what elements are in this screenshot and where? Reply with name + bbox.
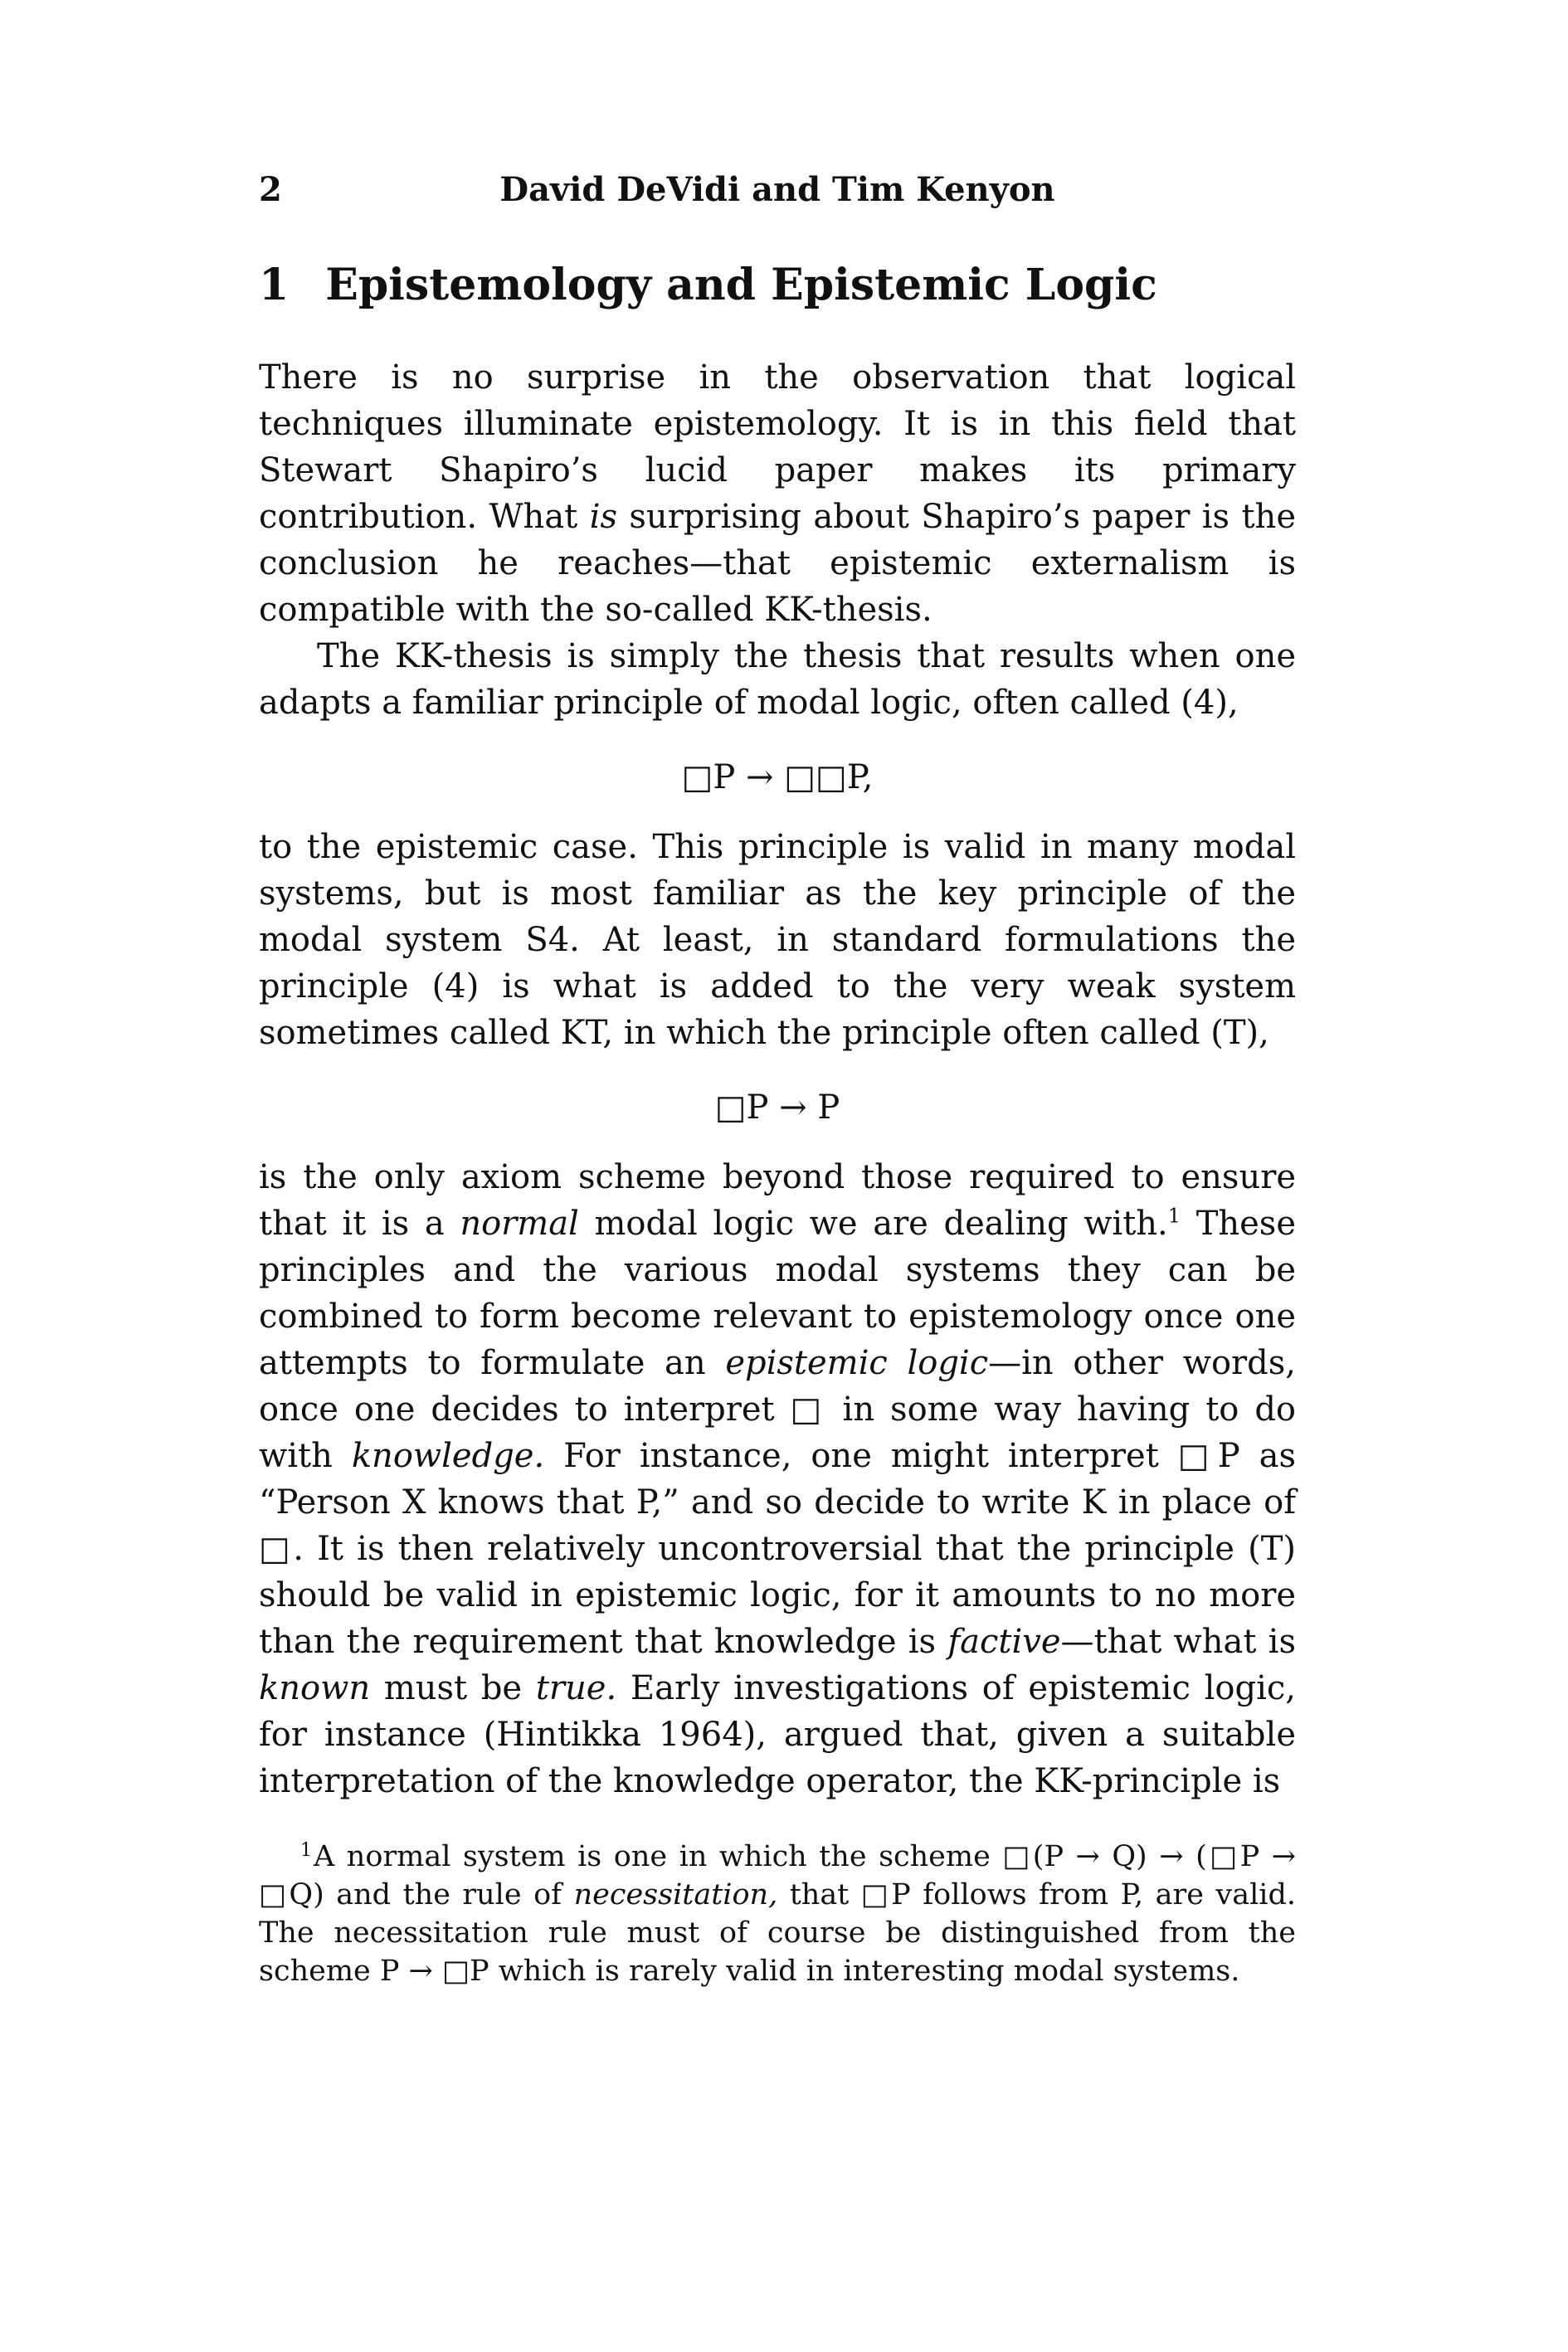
paragraph-4-emphasis-epistemic-logic: epistemic logic <box>725 1344 989 1383</box>
section-number: 1 <box>259 260 290 310</box>
paragraph-2: The KK-thesis is simply the thesis that results when one adapts a familiar principle of modal logic, often called (4), <box>259 637 1296 723</box>
paragraph-3: to the epistemic case. This principle is valid in many modal systems, but is most familiar as the key principle of the modal system S4. At least, in standard formulations the principle (4) is what is added to the very weak system sometimes called KT, in which the principle often called (T), <box>259 828 1296 1053</box>
footnote-text-a: A normal system is one in which the scheme □(P → Q) → (□P → □Q) and the rule of <box>259 1840 1296 1912</box>
paragraph-4-text-a: is the only axiom scheme beyond those required to ensure that it is a <box>259 1158 1296 1244</box>
section-title: Epistemology and Epistemic Logic <box>325 260 1157 310</box>
paragraph-4 <box>259 1154 1296 1804</box>
formula-4: □P → □□P, <box>681 758 874 797</box>
formula-t: □P → P <box>714 1088 840 1127</box>
body-text <box>259 354 1296 1804</box>
paragraph-4-emphasis-true: true. <box>535 1669 617 1708</box>
paragraph-4-text-c: modal logic we are dealing with. <box>578 1205 1168 1244</box>
running-head-authors: David DeVidi and Tim Kenyon <box>499 170 1055 209</box>
paragraph-4-text-n: Early investigations of epistemic logic, for instance (Hintikka 1964), argued that, given a suitable interpretation of the knowledge operator, the KK-principle is <box>259 1669 1296 1801</box>
paragraph-4-text-h: For instance, one might interpret □P as “Person X knows that P,” and so decide to write K in place of □. It is then relatively uncontroversial that the principle (T) should be valid in epistemic logic, for it amounts to no more than the requirement that knowledge is <box>259 1437 1296 1662</box>
paragraph-1-emphasis: is <box>589 498 617 537</box>
page <box>259 162 1296 1990</box>
paragraph-4-emphasis-knowledge: knowledge. <box>351 1437 545 1476</box>
section-heading <box>259 260 1296 311</box>
footnote-emphasis: necessitation, <box>573 1878 778 1912</box>
paragraph-4-emphasis-factive: factive <box>947 1623 1061 1662</box>
paragraph-1 <box>259 354 1296 633</box>
footnote-text-c: that □P follows from P, are valid. The necessitation rule must of course be distinguished from the scheme P → □P which is rarely valid in interesting modal systems. <box>259 1878 1296 1989</box>
paragraph-4-text-d: These principles and the various modal systems they can be combined to form become relevant to epistemology once one attempts to formulate an <box>259 1205 1297 1383</box>
paragraph-4-text-f: —in other words, once one decides to interpret □ in some way having to do with <box>259 1344 1297 1476</box>
footnote <box>259 1838 1296 1990</box>
paragraph-1-text-c: surprising about Shapiro’s paper is the conclusion he reaches—that epistemic externalism is compatible with the so-called KK-thesis. <box>259 498 1296 630</box>
page-number: 2 <box>259 170 282 209</box>
footnote-mark: 1 <box>300 1839 312 1861</box>
paragraph-4-emphasis-normal: normal <box>460 1205 579 1244</box>
paragraph-4-text-l: must be <box>370 1669 536 1708</box>
running-head <box>259 162 1296 220</box>
paragraph-4-emphasis-known: known <box>259 1669 371 1708</box>
paragraph-4-text-j: —that what is <box>1060 1623 1296 1662</box>
footnote-reference[interactable]: 1 <box>1167 1205 1181 1229</box>
paragraph-1-text-a: There is no surprise in the observation that logical techniques illuminate epistemology. It is in this field that Stewart Shapiro’s lucid paper makes its primary contribution. What <box>259 358 1296 537</box>
